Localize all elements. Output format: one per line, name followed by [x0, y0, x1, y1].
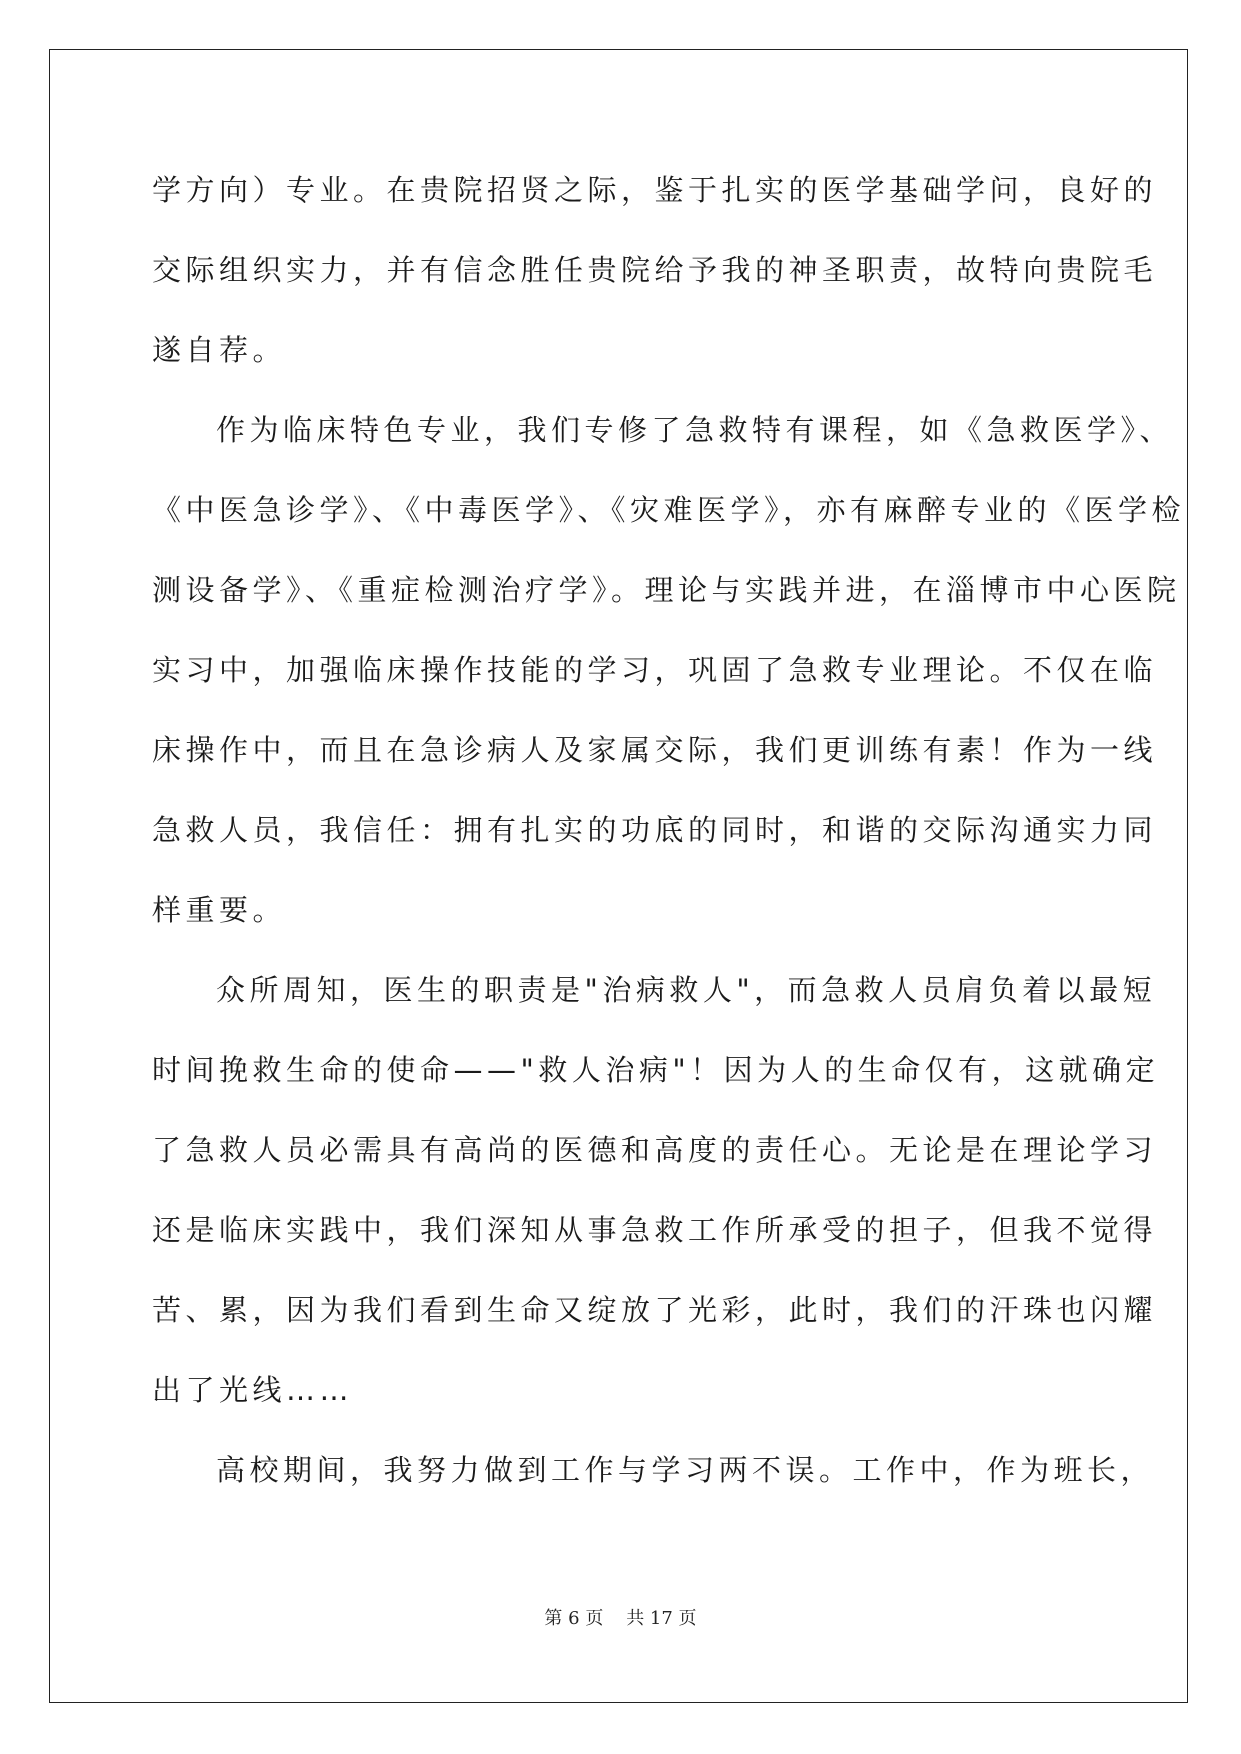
- page-number-footer: 第 6 页 共 17 页: [544, 1608, 697, 1629]
- text-line: 作为临床特色专业，我们专修了急救特有课程，如《急救医学》、: [216, 413, 1174, 447]
- text-line: 交际组织实力，并有信念胜任贵院给予我的神圣职责，故特向贵院毛: [152, 253, 1158, 287]
- text-line: 床操作中，而且在急诊病人及家属交际，我们更训练有素！作为一线: [152, 733, 1158, 767]
- text-line: 时间挽救生命的使命——"救人治病"！因为人的生命仅有，这就确定: [152, 1053, 1160, 1087]
- text-line: 苦、累，因为我们看到生命又绽放了光彩，此时，我们的汗珠也闪耀: [152, 1293, 1158, 1327]
- text-line: 了急救人员必需具有高尚的医德和高度的责任心。无论是在理论学习: [152, 1133, 1158, 1167]
- text-line: 测设备学》、《重症检测治疗学》。理论与实践并进，在淄博市中心医院: [152, 573, 1181, 607]
- text-line: 出了光线……: [152, 1373, 354, 1407]
- text-line: 样重要。: [152, 893, 287, 927]
- text-line: 高校期间，我努力做到工作与学习两不误。工作中，作为班长，: [216, 1453, 1155, 1487]
- text-line: 实习中，加强临床操作技能的学习，巩固了急救专业理论。不仅在临: [152, 653, 1158, 687]
- text-line: 《中医急诊学》、《中毒医学》、《灾难医学》，亦有麻醉专业的《医学检: [152, 493, 1186, 527]
- text-line: 众所周知，医生的职责是"治病救人"，而急救人员肩负着以最短: [216, 973, 1157, 1007]
- document-body: [152, 160, 1186, 1520]
- text-line: 急救人员，我信任：拥有扎实的功底的同时，和谐的交际沟通实力同: [152, 813, 1158, 847]
- text-line: 学方向）专业。在贵院招贤之际，鉴于扎实的医学基础学问，良好的: [152, 173, 1158, 207]
- text-line: 还是临床实践中，我们深知从事急救工作所承受的担子，但我不觉得: [152, 1213, 1158, 1247]
- text-line: 遂自荐。: [152, 333, 287, 367]
